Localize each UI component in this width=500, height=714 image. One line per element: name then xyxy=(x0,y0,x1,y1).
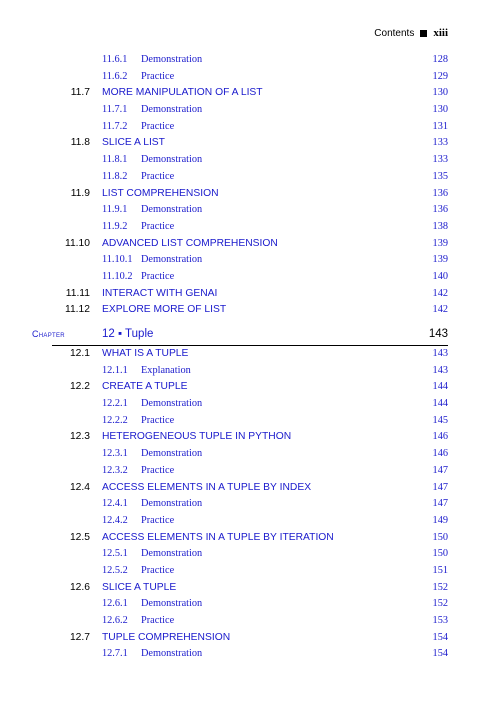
entry-title: TUPLE COMPREHENSION xyxy=(102,631,231,643)
entry-page: 129 xyxy=(432,70,448,82)
toc-subsection-entry[interactable] xyxy=(52,498,448,515)
toc-section-entry[interactable] xyxy=(52,582,448,599)
toc-subsection-entry[interactable] xyxy=(52,104,448,121)
toc-subsection-entry[interactable] xyxy=(52,415,448,432)
entry-title: Demonstration xyxy=(141,498,203,510)
entry-title: Explanation xyxy=(141,364,191,376)
toc-section-entry[interactable] xyxy=(52,381,448,398)
toc-section-entry[interactable] xyxy=(52,431,448,448)
entry-page: 145 xyxy=(432,414,448,426)
entry-title: MORE MANIPULATION OF A LIST xyxy=(102,87,263,99)
entry-page: 147 xyxy=(432,481,448,493)
entry-number: 12.4.2 xyxy=(102,514,128,526)
entry-title: Practice xyxy=(141,514,175,526)
entry-page: 131 xyxy=(432,120,448,132)
entry-number: 12.3.2 xyxy=(102,464,128,476)
entry-page: 135 xyxy=(432,170,448,182)
entry-number: 12.1.1 xyxy=(102,364,128,376)
entry-number: 11.8.1 xyxy=(102,154,128,166)
toc-subsection-entry[interactable] xyxy=(52,54,448,71)
entry-number: 11.6.1 xyxy=(102,54,128,65)
toc-subsection-entry[interactable] xyxy=(52,271,448,288)
chapter-label: Chapter xyxy=(32,329,65,339)
toc-section-entry[interactable] xyxy=(52,288,448,305)
entry-page: 140 xyxy=(432,270,448,282)
entry-page: 130 xyxy=(432,87,448,99)
toc-subsection-entry[interactable] xyxy=(52,154,448,171)
entry-title: ACCESS ELEMENTS IN A TUPLE BY INDEX xyxy=(102,481,312,493)
entry-page: 144 xyxy=(432,381,448,393)
toc-subsection-entry[interactable] xyxy=(52,465,448,482)
entry-page: 154 xyxy=(432,648,448,660)
entry-page: 139 xyxy=(432,254,448,266)
toc-subsection-entry[interactable] xyxy=(52,398,448,415)
toc-subsection-entry[interactable] xyxy=(52,615,448,632)
entry-page: 133 xyxy=(432,154,448,166)
entry-page: 143 xyxy=(432,348,448,359)
toc-section-entry[interactable] xyxy=(52,238,448,255)
toc-subsection-entry[interactable] xyxy=(52,204,448,221)
toc-section-entry[interactable] xyxy=(52,87,448,104)
entry-number: 12.6.2 xyxy=(102,615,128,626)
entry-title: CREATE A TUPLE xyxy=(102,381,188,393)
entry-page: 147 xyxy=(432,464,448,476)
entry-title: HETEROGENEOUS TUPLE IN PYTHON xyxy=(102,431,292,443)
toc-subsection-entry[interactable] xyxy=(52,548,448,565)
entry-page: 138 xyxy=(432,220,448,232)
entry-number: 11.8 xyxy=(70,137,90,149)
entry-page: 152 xyxy=(432,581,448,593)
entry-number: 11.11 xyxy=(65,287,90,299)
entry-title: ACCESS ELEMENTS IN A TUPLE BY ITERATION xyxy=(102,531,334,543)
entry-title: Practice xyxy=(141,170,175,182)
entry-page: 146 xyxy=(432,448,448,460)
running-header xyxy=(374,27,448,39)
toc-section-entry[interactable] xyxy=(52,632,448,649)
entry-number: 12.5.2 xyxy=(102,564,128,576)
chapter-page: 143 xyxy=(428,328,448,340)
toc-section-entry[interactable] xyxy=(52,137,448,154)
entry-page: 153 xyxy=(432,615,448,626)
entry-title: Demonstration xyxy=(141,398,203,410)
entry-title: Practice xyxy=(141,270,175,282)
entry-number: 12.4 xyxy=(69,481,90,493)
entry-number: 12.1 xyxy=(69,348,90,359)
entry-page: 142 xyxy=(432,287,448,299)
entry-page: 139 xyxy=(432,237,448,249)
toc-section-entry[interactable] xyxy=(52,482,448,499)
entry-number: 12.6 xyxy=(69,581,90,593)
entry-number: 12.7 xyxy=(69,631,90,643)
toc-subsection-entry[interactable] xyxy=(52,254,448,271)
entry-number: 12.4.1 xyxy=(102,498,128,510)
entry-title: Demonstration xyxy=(141,204,203,216)
entry-title: Demonstration xyxy=(141,54,203,65)
toc-subsection-entry[interactable] xyxy=(52,515,448,532)
toc-subsection-entry[interactable] xyxy=(52,365,448,382)
entry-number: 12.5 xyxy=(69,531,90,543)
toc-subsection-entry[interactable] xyxy=(52,71,448,88)
entry-title: EXPLORE MORE OF LIST xyxy=(102,304,227,316)
toc-subsection-entry[interactable] xyxy=(52,171,448,188)
header-page-number: xiii xyxy=(433,27,448,39)
entry-page: 130 xyxy=(432,104,448,116)
entry-number: 12.2.2 xyxy=(102,414,128,426)
entry-number: 11.9 xyxy=(70,187,90,199)
toc-section-entry[interactable] xyxy=(52,348,448,365)
entry-number: 12.3 xyxy=(69,431,90,443)
entry-title: Demonstration xyxy=(141,448,203,460)
entry-page: 143 xyxy=(432,364,448,376)
entry-number: 11.7.1 xyxy=(102,104,128,116)
entry-title: Demonstration xyxy=(141,254,203,266)
entry-title: SLICE A TUPLE xyxy=(102,581,177,593)
toc-section-entry[interactable] xyxy=(52,304,448,321)
entry-page: 151 xyxy=(432,564,448,576)
entry-number: 11.9.2 xyxy=(102,220,128,232)
entry-number: 11.10 xyxy=(64,237,90,249)
entry-number: 11.9.1 xyxy=(102,204,128,216)
chapter-title[interactable]: 12 ▪ Tuple xyxy=(102,328,154,340)
entry-number: 11.10.2 xyxy=(102,270,133,282)
entry-page: 136 xyxy=(432,187,448,199)
toc-subsection-entry[interactable] xyxy=(52,221,448,238)
entry-page: 150 xyxy=(432,531,448,543)
entry-page: 136 xyxy=(432,204,448,216)
entry-number: 12.7.1 xyxy=(102,648,128,660)
entry-title: Demonstration xyxy=(141,154,203,166)
entry-title: Demonstration xyxy=(141,104,203,116)
entry-page: 150 xyxy=(432,548,448,560)
toc-subsection-entry[interactable] xyxy=(52,648,448,665)
entry-number: 12.2 xyxy=(69,381,90,393)
entry-title: Practice xyxy=(141,414,175,426)
entry-title: Demonstration xyxy=(141,548,203,560)
toc-list-chapter-11 xyxy=(52,54,448,321)
entry-title: Practice xyxy=(141,464,175,476)
entry-number: 11.7 xyxy=(70,87,90,99)
entry-title: Practice xyxy=(141,564,175,576)
entry-title: WHAT IS A TUPLE xyxy=(102,348,189,359)
entry-title: Practice xyxy=(141,615,175,626)
entry-page: 133 xyxy=(432,137,448,149)
entry-title: LIST COMPREHENSION xyxy=(102,187,219,199)
chapter-heading[interactable] xyxy=(32,327,448,346)
entry-title: Practice xyxy=(141,220,175,232)
entry-number: 11.8.2 xyxy=(102,170,128,182)
table-of-contents xyxy=(32,54,448,665)
entry-page: 128 xyxy=(432,54,448,65)
toc-subsection-entry[interactable] xyxy=(52,565,448,582)
entry-page: 147 xyxy=(432,498,448,510)
toc-section-entry[interactable] xyxy=(52,532,448,549)
entry-title: SLICE A LIST xyxy=(102,137,165,149)
toc-subsection-entry[interactable] xyxy=(52,448,448,465)
toc-list-chapter-12 xyxy=(52,348,448,665)
entry-title: Demonstration xyxy=(141,598,203,610)
entry-number: 12.3.1 xyxy=(102,448,128,460)
entry-number: 11.6.2 xyxy=(102,70,128,82)
entry-page: 149 xyxy=(432,514,448,526)
toc-section-entry[interactable] xyxy=(52,188,448,205)
entry-page: 152 xyxy=(432,598,448,610)
entry-title: Demonstration xyxy=(141,648,203,660)
entry-number: 12.6.1 xyxy=(102,598,128,610)
square-bullet-icon xyxy=(420,30,427,37)
toc-subsection-entry[interactable] xyxy=(52,598,448,615)
entry-number: 11.10.1 xyxy=(102,254,133,266)
entry-title: INTERACT WITH GENAI xyxy=(102,287,218,299)
entry-title: ADVANCED LIST COMPREHENSION xyxy=(102,237,278,249)
entry-page: 142 xyxy=(432,304,448,316)
entry-number: 12.2.1 xyxy=(102,398,128,410)
entry-page: 144 xyxy=(432,398,448,410)
header-label: Contents xyxy=(374,27,415,39)
entry-number: 11.12 xyxy=(64,304,90,316)
entry-page: 154 xyxy=(432,631,448,643)
entry-number: 11.7.2 xyxy=(102,120,128,132)
entry-title: Practice xyxy=(141,120,175,132)
toc-subsection-entry[interactable] xyxy=(52,121,448,138)
entry-number: 12.5.1 xyxy=(102,548,128,560)
entry-page: 146 xyxy=(432,431,448,443)
entry-title: Practice xyxy=(141,70,175,82)
